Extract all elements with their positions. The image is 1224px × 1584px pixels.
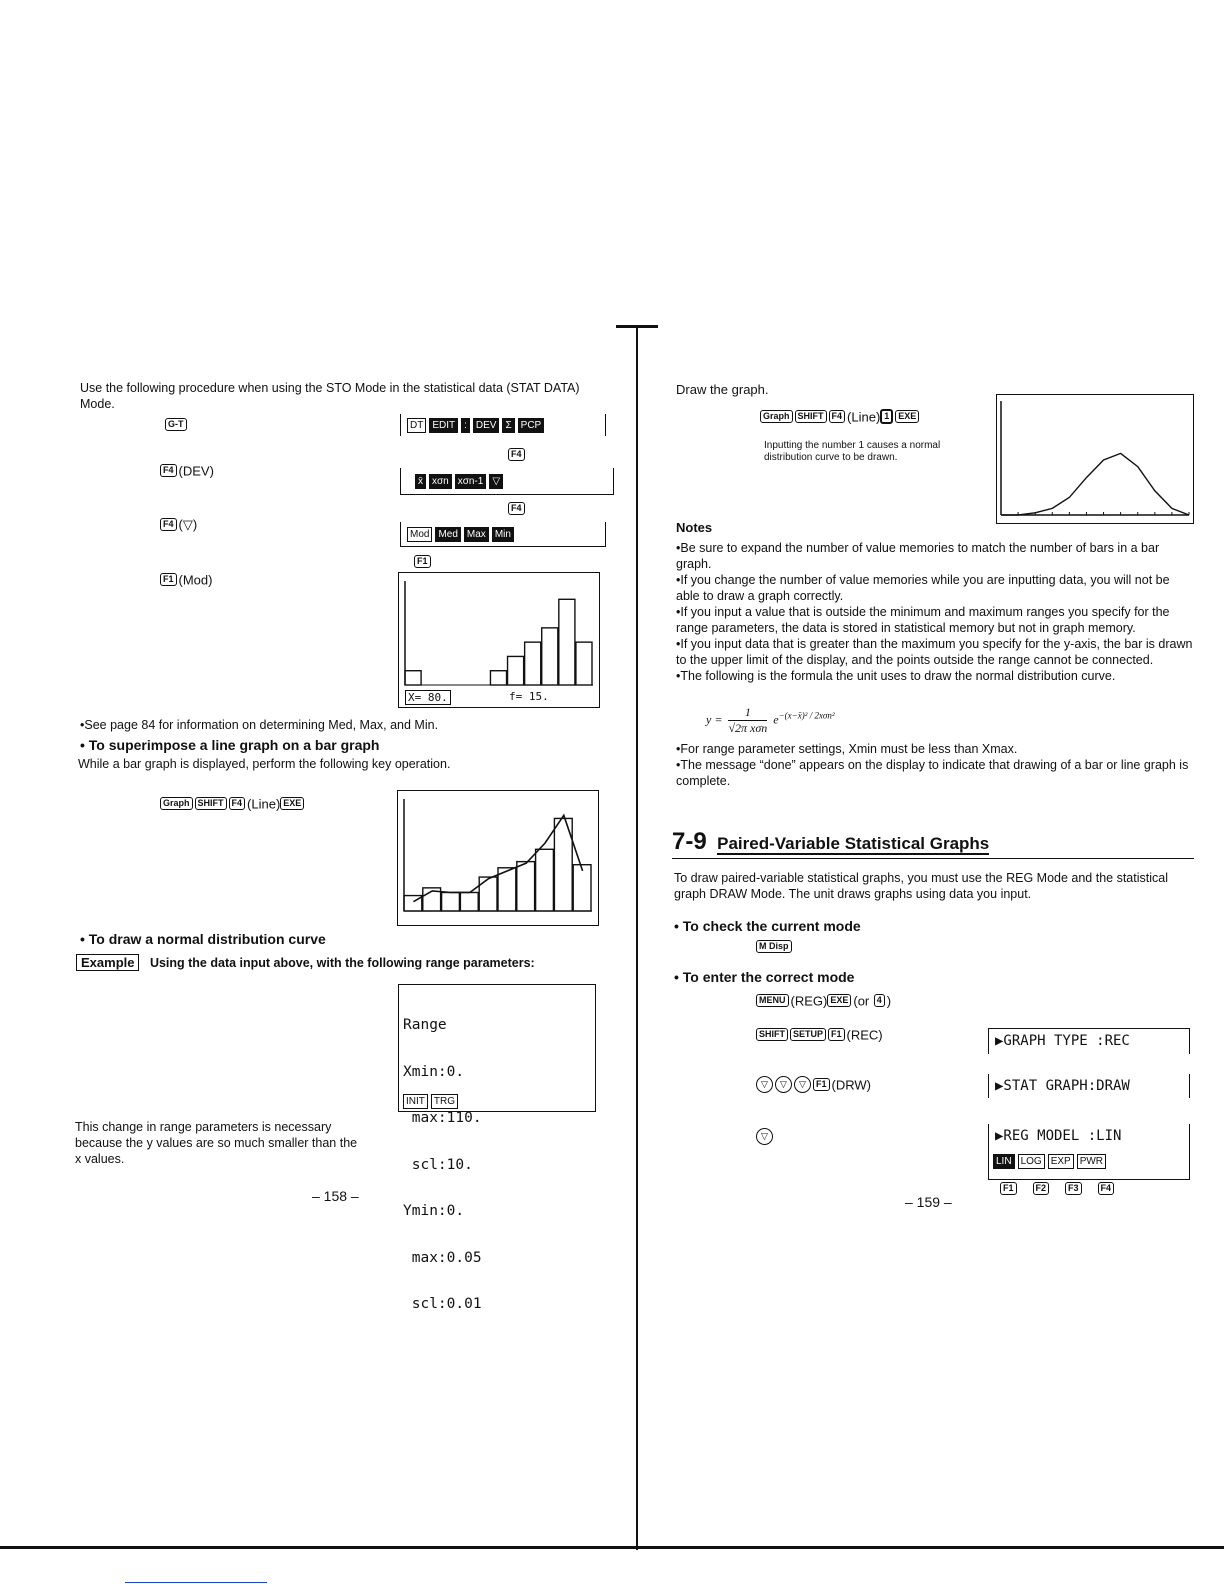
histogram-screen <box>398 572 600 708</box>
lin-softkey: LIN <box>993 1154 1015 1169</box>
page-number-159: – 159 – <box>905 1194 952 1210</box>
pwr-softkey: PWR <box>1077 1154 1106 1169</box>
normal-curve <box>1001 453 1189 515</box>
section-intro: To draw paired-variable statistical graphs, you must use the REG Mode and the statistical graph DRAW Mode. The unit draws graphs using data you input. <box>674 871 1168 901</box>
range-line: scl:10. <box>403 1156 473 1173</box>
hint-f4-key-2: F4 <box>508 502 525 515</box>
step-mod: F1 (Mod) <box>160 571 212 589</box>
draw-keys: Graph SHIFT F4 (Line) 1 EXE <box>760 408 921 426</box>
enter-heading: • To enter the correct mode <box>674 969 855 985</box>
range-line: Ymin:0. <box>403 1203 465 1219</box>
histogram-bar <box>525 642 541 685</box>
note-item: •For range parameter settings, Xmin must be less than Xmax. <box>676 742 1018 756</box>
down-arrow-icon: ▽ <box>794 1076 811 1093</box>
note-item: •The following is the formula the unit uses to draw the normal distribution curve. <box>676 669 1116 683</box>
notes-list-2 <box>676 741 1196 789</box>
hint-f4-key: F4 <box>508 448 525 461</box>
range-note: This change in range parameters is necessary because the y values are so much smaller than the x values. <box>75 1120 358 1166</box>
formula: y = 1 √2π xσn $e^{-(x-x̄)^2 / 2x\sigma n^2}$ <box>706 705 835 735</box>
down-arrow-icon: ▽ <box>775 1076 792 1093</box>
bottom-rule <box>0 1546 1224 1549</box>
page-divider <box>636 325 638 1550</box>
example-row <box>76 954 535 972</box>
link-underline <box>125 1582 267 1583</box>
down-arrow-icon: ▽ <box>756 1076 773 1093</box>
mode-screen-graph-type: ▶GRAPH TYPE :REC <box>988 1028 1190 1054</box>
page-number-158: – 158 – <box>312 1188 359 1204</box>
hint-f1-key: F1 <box>414 555 431 568</box>
enter-step-3: ▽ ▽ ▽ F1 (DRW) <box>756 1076 871 1094</box>
screen-mod-menu: Mod Med Max Min <box>400 522 606 547</box>
trg-softkey: TRG <box>431 1094 458 1109</box>
bar-line-chart <box>398 791 598 925</box>
histogram-bar <box>405 671 421 685</box>
log-softkey: LOG <box>1018 1154 1045 1169</box>
normal-heading: • To draw a normal distribution curve <box>80 931 326 947</box>
histogram-bar <box>573 865 591 911</box>
section-number: 7-9 <box>672 828 707 855</box>
screen-dev-menu: x̄ xσn xσn-1 ▽ <box>400 468 614 495</box>
range-line: Xmin:0. <box>403 1063 465 1080</box>
note-item: •If you input data that is greater than the maximum you specify for the y-axis, the bar is drawn to the upper limit of the display, and the points outside the range cannot be connected. <box>676 637 1193 667</box>
example-text: Using the data input above, with the following range parameters: <box>149 956 535 970</box>
exp-softkey: EXP <box>1048 1154 1074 1169</box>
draw-label: Draw the graph. <box>676 382 769 397</box>
histogram-bar <box>490 671 506 685</box>
histogram-bar <box>479 877 497 911</box>
note-item: •If you change the number of value memories while you are inputting data, you will not be able to draw a graph correctly. <box>676 573 1170 603</box>
check-heading: • To check the current mode <box>674 918 861 934</box>
bar-line-screen <box>397 790 599 926</box>
range-line: scl:0.01 <box>403 1296 482 1312</box>
range-line: max:0.05 <box>403 1249 482 1266</box>
mode-screen-reg-model: ▶REG MODEL :LIN LIN LOG EXP PWR <box>988 1124 1190 1180</box>
example-badge: Example <box>76 954 139 971</box>
gt-key: G-T <box>165 418 187 431</box>
f1-key: F1 <box>160 573 177 586</box>
screen-stat-menu: DT EDIT : DEV Σ PCP <box>400 414 606 436</box>
normal-curve-screen <box>996 394 1194 524</box>
f-readout: f= 15. <box>509 690 549 703</box>
enter-step-1: MENU (REG) EXE (or 4 ) <box>756 992 891 1010</box>
histogram-bar <box>576 642 592 685</box>
histogram-bar <box>559 599 575 685</box>
superimpose-keys: Graph SHIFT F4 (Line) EXE <box>160 795 306 813</box>
normal-curve-chart <box>997 395 1193 523</box>
step-gt <box>165 416 189 434</box>
down-arrow-icon: ▽ <box>756 1128 773 1145</box>
range-screen <box>398 984 596 1312</box>
function-key-row: F1 F2 F3 F4 <box>1000 1182 1116 1195</box>
histogram-bar <box>536 849 554 911</box>
draw-caption: Inputting the number 1 causes a normal distribution curve to be drawn. <box>764 440 941 463</box>
histogram-bar <box>442 892 460 911</box>
range-line: Range <box>403 1017 447 1033</box>
histogram-chart <box>399 573 599 707</box>
mode-screen-stat-graph: ▶STAT GRAPH:DRAW <box>988 1074 1190 1098</box>
histogram-bar <box>508 656 524 685</box>
histogram-bar <box>542 628 558 685</box>
see-note: •See page 84 for information on determining Med, Max, and Min. <box>80 718 439 732</box>
notes-title: Notes <box>676 520 713 535</box>
note-item: •The message “done” appears on the display to indicate that drawing of a bar or line graph is complete. <box>676 758 1189 788</box>
section-title: Paired-Variable Statistical Graphs <box>717 834 990 853</box>
enter-step-2: SHIFT SETUP F1 (REC) <box>756 1026 883 1044</box>
f4-key: F4 <box>160 464 177 477</box>
step-next: F4 (▽) <box>160 516 197 534</box>
notes-list <box>676 540 1196 684</box>
x-readout: X= 80. <box>405 690 451 705</box>
mdisp-key: M Disp <box>756 940 792 953</box>
superimpose-heading: • To superimpose a line graph on a bar graph <box>80 737 380 753</box>
range-line: max:110. <box>403 1110 482 1126</box>
f4-key-2: F4 <box>160 518 177 531</box>
note-item: •Be sure to expand the number of value memories to match the number of bars in a bar graph. <box>676 541 1160 571</box>
section-heading <box>672 828 1194 859</box>
histogram-bar <box>517 862 535 911</box>
superimpose-text: While a bar graph is displayed, perform the following key operation. <box>78 757 451 771</box>
enter-step-4 <box>756 1128 775 1146</box>
step-dev: F4 (DEV) <box>160 462 214 480</box>
intro-text: Use the following procedure when using the STO Mode in the statistical data (STAT DATA) Mode. <box>80 381 580 411</box>
histogram-bar <box>460 892 478 911</box>
init-softkey: INIT <box>403 1094 428 1109</box>
note-item: •If you input a value that is outside the minimum and maximum ranges you specify for the range parameters, the data is stored in statistical memory but not in graph memory. <box>676 605 1170 635</box>
